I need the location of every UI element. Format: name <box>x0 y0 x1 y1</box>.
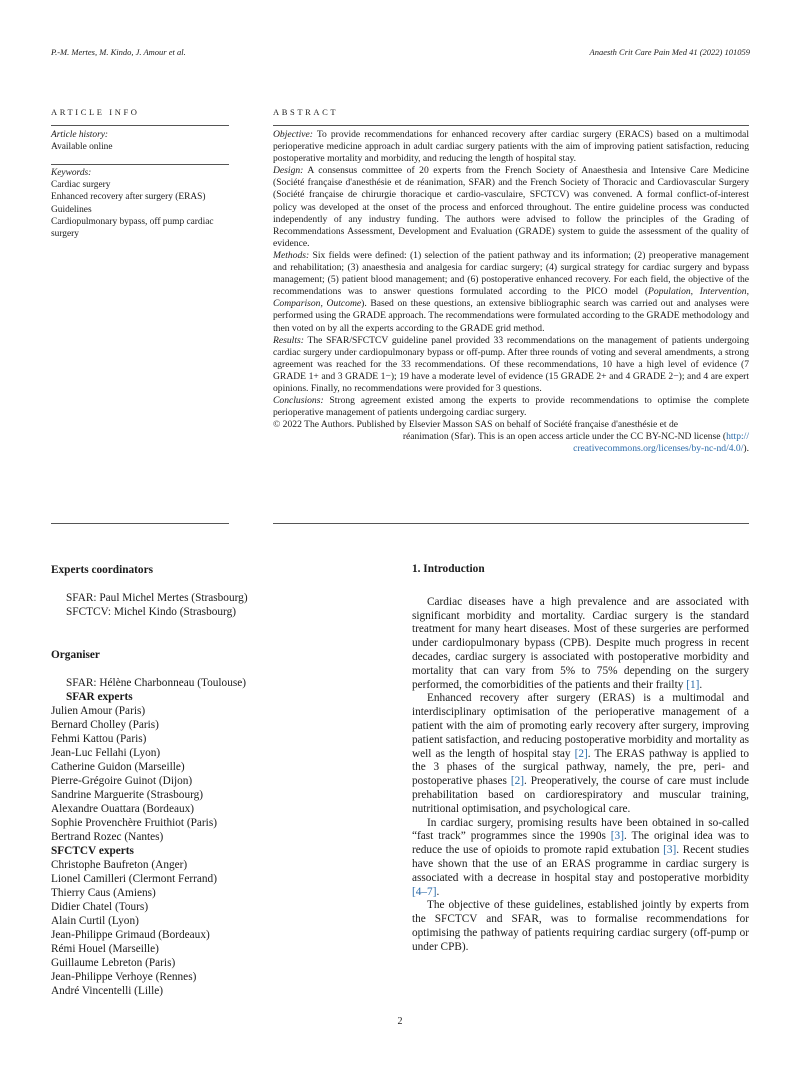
sfar-expert-item: Bernard Cholley (Paris) <box>51 719 159 731</box>
intro-paragraph-1: Cardiac diseases have a high prevalence and are associated with significant morbidity and mortality. Cardiac surgery is the standard treatment for many heart diseases. Most of these surgeries are performed under cardiopulmonary bypass (CPB). Despite much progress in recent decades, cardiac surgery is associated with postoperative morbidity and mortality that can vary from 5% to 75% depending on the surgery performed, the comorbidities of the patients and their frailty [1]. <box>412 595 749 691</box>
citation-link[interactable]: [2] <box>510 775 525 788</box>
sfctcv-expert-item: Guillaume Lebreton (Paris) <box>51 957 176 969</box>
sfctcv-expert-item: Jean-Philippe Grimaud (Bordeaux) <box>51 929 210 941</box>
sfctcv-expert-item: Lionel Camilleri (Clermont Ferrand) <box>51 873 217 885</box>
coordinator-item: SFAR: Paul Michel Mertes (Strasbourg) <box>66 592 248 604</box>
abstract-methods: Methods: Six fields were defined: (1) selection of the patient pathway and its information; (2) preoperative management and rehabilitation; (3) anaesthesia and analgesia for cardiac surgery; (4) surgical strategy for cardiac surgery and bypass management; (5) patient blood management; and (6) postoperative enhanced recovery. For each field, the objective of the recommendations was to answer questions formulated according to the PICO model (Population, Intervention, Comparison, Outcome). Based on these questions, an extensive bibliographic search was carried out and analyses were performed using the GRADE approach. The recommendations were formulated according to the GRADE methodology and then voted on by all the experts according to the GRADE grid method. <box>273 249 749 334</box>
sfar-expert-item: Alexandre Ouattara (Bordeaux) <box>51 803 195 815</box>
abstract-rule-bottom <box>273 523 749 524</box>
abstract-copyright: © 2022 The Authors. Published by Elsevier Masson SAS on behalf of Société française d'anesthésie et de <box>273 419 679 431</box>
sfar-expert-item: Catherine Guidon (Marseille) <box>51 761 185 773</box>
sfar-expert-item: Bertrand Rozec (Nantes) <box>51 831 164 843</box>
running-header-authors: P.-M. Mertes, M. Kindo, J. Amour et al. <box>51 47 186 57</box>
keyword-item: Guidelines <box>51 204 92 215</box>
sfar-expert-item: Jean-Luc Fellahi (Lyon) <box>51 747 161 759</box>
license-link-continued[interactable]: creativecommons.org/licenses/by-nc-nd/4.0/ <box>573 443 744 455</box>
left-column <box>51 563 351 998</box>
intro-paragraph-2: Enhanced recovery after surgery (ERAS) is a multimodal and interdisciplinary optimisation of the perioperative management of a patient with the aim of promoting early recovery after surgery, improving patient satisfaction, and reducing postoperative morbidity and mortality as well as the length of hospital stay [2]. The ERAS pathway is applied to the 3 phases of the surgical pathway, namely, the pre, peri- and postoperative phases [2]. Preoperatively, the course of care must include prehabilitation based on cardiorespiratory and muscular training, nutritional optimisation, and psychological care. <box>412 692 749 815</box>
article-history-value: Available online <box>51 142 113 153</box>
sfctcv-expert-item: Didier Chatel (Tours) <box>51 901 149 913</box>
article-info-rule-mid <box>51 164 229 165</box>
sfctcv-expert-item: Alain Curtil (Lyon) <box>51 915 139 927</box>
sfctcv-expert-item: Jean-Philippe Verhoye (Rennes) <box>51 971 197 983</box>
abstract-results: Results: The SFAR/SFCTCV guideline panel provided 33 recommendations on the management of patients undergoing cardiac surgery under cardiopulmonary bypass or off-pump. After three rounds of voting and several amendments, a strong agreement was reached for the 33 recommendations. Of these recommendations, 10 have a high level of evidence (7 GRADE 1+ and 3 GRADE 1−); 19 have a moderate level of evidence (15 GRADE 2+ and 4 GRADE 2−); and 4 are expert opinions. Finally, no recommendations were provided for 3 questions. <box>273 334 749 394</box>
coordinator-item: SFCTCV: Michel Kindo (Strasbourg) <box>66 606 236 618</box>
article-info-heading: ARTICLE INFO <box>51 107 140 117</box>
keyword-item: Cardiac surgery <box>51 180 111 191</box>
experts-coordinators-heading: Experts coordinators <box>51 564 153 576</box>
sfar-expert-item: Pierre-Grégoire Guinot (Dijon) <box>51 775 193 787</box>
citation-link[interactable]: [3] <box>663 844 677 857</box>
license-link[interactable]: http:// <box>726 431 749 443</box>
article-history-label: Article history: <box>51 130 109 140</box>
keyword-item: Enhanced recovery after surgery (ERAS) <box>51 192 206 203</box>
intro-paragraph-3: In cardiac surgery, promising results have been obtained in so-called “fast track” programmes since the 1990s [3]. The original idea was to reduce the use of opioids to promote rapid extubation [3]. Recent studies have shown that the use of an ERAS programme in cardiac surgery is associated with a decrease in hospital stay and postoperative morbidity [4–7]. <box>412 816 750 898</box>
sfar-expert-item: Fehmi Kattou (Paris) <box>51 733 147 745</box>
citation-link[interactable]: [1] <box>686 678 700 691</box>
keywords-label: Keywords: <box>51 168 92 178</box>
abstract-design: Design: A consensus committee of 20 experts from the French Society of Anaesthesia and Intensive Care Medicine (Société française d'anesthésie et de réanimation, SFAR) and the French Society of Thoracic and Cardiovascular Surgery (Société française de chirurgie thoracique et cardio-vasculaire, SFCTCV) was convened. A formal conflict-of-interest policy was developed at the onset of the process and enforced throughout. The entire guideline process was conducted independently of any industry funding. The authors were advised to follow the principles of the Grading of Recommendations Assessment, Development and Evaluation (GRADE) system to guide the assessment of the quality of evidence. <box>273 165 749 249</box>
introduction-section <box>412 563 749 955</box>
keyword-item: surgery <box>51 229 79 240</box>
abstract-body <box>273 129 749 456</box>
organiser-heading: Organiser <box>51 649 100 661</box>
abstract-objective: Objective: To provide recommendations for enhanced recovery after cardiac surgery (ERACS) based on a multimodal perioperative medicine approach in adult cardiac surgery patients with the aim of improving patient satisfaction, reducing postoperative mortality and morbidity, and reducing the length of hospital stay. <box>273 129 749 165</box>
page-number: 2 <box>397 1016 403 1027</box>
introduction-heading: 1. Introduction <box>412 563 485 575</box>
abstract-conclusions: Conclusions: Strong agreement existed among the experts to provide recommendations to optimise the complete perioperative management of patients undergoing cardiac surgery. <box>273 395 749 419</box>
sfctcv-expert-item: André Vincentelli (Lille) <box>51 985 164 997</box>
running-header-journal: Anaesth Crit Care Pain Med 41 (2022) 101059 <box>589 47 750 57</box>
abstract-rule-top <box>273 125 749 126</box>
keyword-item: Cardiopulmonary bypass, off pump cardiac <box>51 216 214 227</box>
sfctcv-expert-item: Christophe Baufreton (Anger) <box>51 859 188 871</box>
sfar-experts-heading: SFAR experts <box>66 691 133 703</box>
citation-link[interactable]: [4–7] <box>412 885 437 898</box>
abstract-heading: ABSTRACT <box>273 107 339 117</box>
citation-link[interactable]: [2] <box>574 747 588 760</box>
sfar-expert-item: Sophie Provenchère Fruithiot (Paris) <box>51 817 217 829</box>
article-info-rule-bottom <box>51 523 229 524</box>
sfctcv-expert-item: Rémi Houel (Marseille) <box>51 943 159 955</box>
sfar-expert-item: Julien Amour (Paris) <box>51 705 146 717</box>
sfar-expert-item: Sandrine Marguerite (Strasbourg) <box>51 789 204 801</box>
keywords-block <box>51 167 214 240</box>
abstract-license: réanimation (Sfar). This is an open access article under the CC BY-NC-ND license (http:// creativecommons.org/licenses/by-nc-nd/4.0/). <box>402 431 749 455</box>
organiser-item: SFAR: Hélène Charbonneau (Toulouse) <box>66 677 247 689</box>
citation-link[interactable]: [3] <box>610 830 624 843</box>
sfctcv-experts-heading: SFCTCV experts <box>51 845 134 857</box>
sfctcv-expert-item: Thierry Caus (Amiens) <box>51 887 156 899</box>
intro-paragraph-4: The objective of these guidelines, established jointly by experts from the SFCTCV and SFAR, was to formalise recommendations for optimising the pathway of patients requiring cardiac surgery (off-pump or under CPB). <box>412 899 749 953</box>
article-history-block <box>51 129 113 153</box>
article-info-rule-top <box>51 125 229 126</box>
